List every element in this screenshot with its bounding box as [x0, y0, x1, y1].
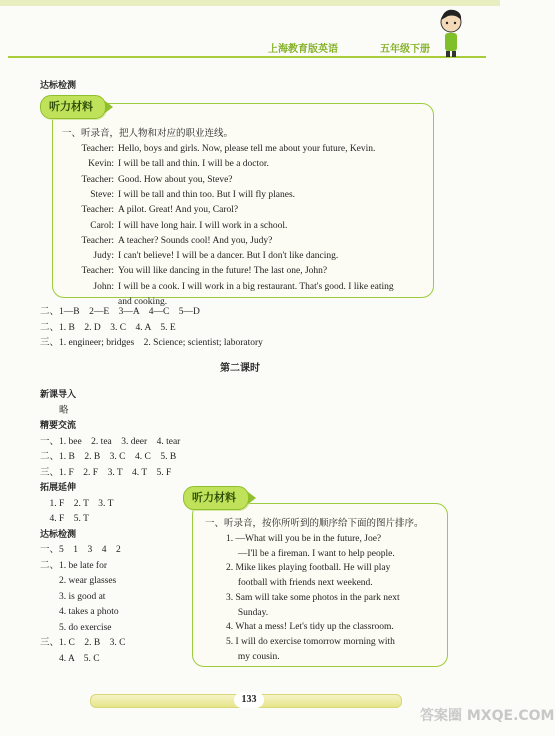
dialog-text: I will be tall and thin. I will be a doctor.: [118, 159, 269, 170]
listening-item: 3. Sam will take some photos in the park next: [226, 592, 400, 603]
answer-line: 三、1. C 2. B 3. C: [40, 638, 126, 648]
speaker-label: Judy:: [93, 251, 114, 262]
answer-line: 1. F 2. T 3. T: [40, 498, 114, 509]
listening-item: 5. I will do exercise tomorrow morning with: [226, 636, 395, 647]
lesson-title: 第二课时: [220, 363, 260, 374]
section-heading: 拓展延伸: [40, 483, 77, 493]
listening-item: 2. Mike likes playing football. He will play: [226, 563, 391, 574]
answer-line: 5. do exercise: [40, 622, 112, 633]
dialog-text: A pilot. Great! And you, Carol?: [118, 205, 239, 216]
speaker-label: Teacher:: [81, 144, 114, 154]
listening-item: Sunday.: [226, 607, 269, 618]
answer-line: 二、1. B 2. B 3. C 4. C 5. B: [40, 452, 177, 462]
listening-item: my cousin.: [226, 651, 280, 662]
dialog-text: I will be a cook. I will work in a big restaurant. That's good. I like eating: [118, 281, 394, 292]
speaker-label: Teacher:: [81, 174, 114, 185]
listening-tag-2: [183, 486, 249, 510]
page-number: 133: [234, 692, 264, 708]
dialog-text: I will have long hair. I will work in a school.: [118, 220, 288, 231]
listening-item: 4. What a mess! Let's tidy up the classroom.: [226, 622, 394, 633]
listening-item: football with friends next weekend.: [226, 578, 373, 589]
answer-line: 三、1. F 2. F 3. T 4. T 5. F: [40, 467, 172, 478]
mascot-icon: [436, 6, 466, 58]
answer-line: 4. A 5. C: [40, 653, 100, 664]
answer-line: 一、1. bee 2. tea 3. deer 4. tear: [40, 436, 181, 447]
dialog-text: I can't believe! I will be a dancer. But I don't like dancing.: [118, 251, 339, 262]
tag-label: 听力材料: [192, 491, 236, 504]
dialog-text: and cooking.: [118, 297, 168, 307]
speaker-label: Steve:: [90, 189, 114, 200]
section-heading: 达标检测: [40, 529, 77, 540]
section-heading: 新课导入: [40, 390, 77, 400]
answer-line: 略: [40, 405, 69, 416]
dialog-text: I will be tall and thin too. But I will fly planes.: [118, 189, 296, 200]
header-series: 上海教育版英语: [268, 44, 338, 55]
dialog-text: Good. How about you, Steve?: [118, 174, 233, 185]
listening-item: 1. —What will you be in the future, Joe?: [226, 534, 382, 544]
listening-item: —I'll be a fireman. I want to help people.: [226, 548, 395, 559]
answer-line: 4. F 5. T: [40, 514, 89, 524]
dialog-text: You will like dancing in the future! The last one, John?: [118, 266, 328, 277]
dialog-text: A teacher? Sounds cool! And you, Judy?: [118, 235, 273, 246]
speaker-label: Teacher:: [81, 235, 114, 246]
answer-line: 一、5 1 3 4 2: [40, 545, 121, 555]
answer-line: 4. takes a photo: [40, 607, 119, 617]
header-band: [0, 0, 500, 6]
speaker-label: Kevin:: [88, 159, 114, 170]
answer-line: 二、1—B 2—E 3—A 4—C 5—D: [40, 307, 200, 317]
header-rule: [8, 56, 486, 58]
answer-line: 2. wear glasses: [40, 576, 117, 586]
dialog-text: Hello, boys and girls. Now, please tell me about your future, Kevin.: [118, 144, 376, 154]
listening-question-1: 一、听录音，把人物和对应的职业连线。: [62, 129, 234, 139]
answer-line: 二、1. be late for: [40, 560, 108, 571]
header-grade: 五年级下册: [380, 44, 430, 55]
answer-line: 3. is good at: [40, 591, 106, 602]
listening-tag-1: [40, 95, 106, 119]
speaker-label: Teacher:: [81, 205, 114, 216]
section-heading: 精要交流: [40, 421, 77, 431]
speaker-label: Carol:: [90, 220, 114, 231]
speaker-label: John:: [93, 281, 114, 292]
tag-label: 听力材料: [49, 100, 93, 113]
section-heading: 达标检测: [40, 81, 77, 91]
answer-line: 三、1. engineer; bridges 2. Science; scientist; laboratory: [40, 338, 263, 348]
listening-question-2: 一、听录音，按你所听到的顺序给下面的图片排序。: [205, 519, 424, 529]
answer-line: 二、1. B 2. D 3. C 4. A 5. E: [40, 322, 176, 333]
speaker-label: Teacher:: [81, 266, 114, 277]
watermark: 答案圈 MXQE.COM: [420, 708, 555, 724]
